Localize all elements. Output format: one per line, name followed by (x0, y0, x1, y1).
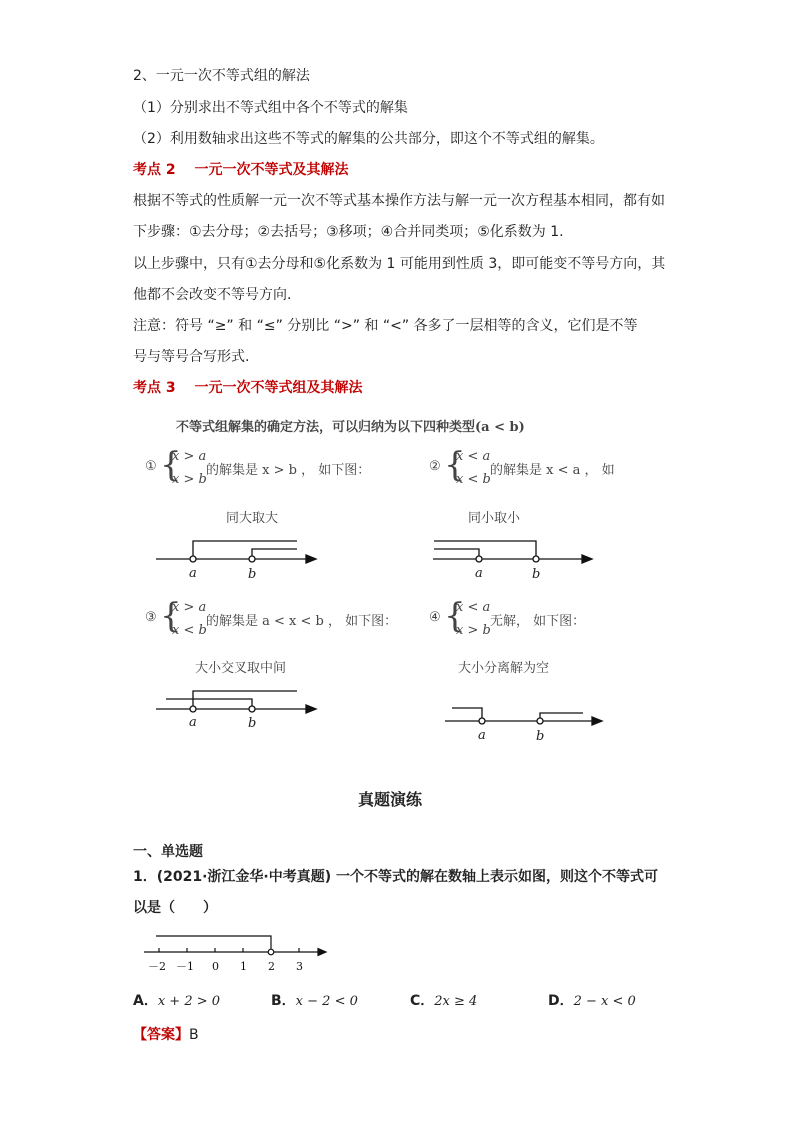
q1-tick-label: 2 (268, 960, 275, 973)
kd2-paragraph-2-line-2: 他都不会改变不等号方向. (133, 287, 292, 303)
case1-top: x > a (172, 449, 207, 464)
q1-arrow (318, 949, 326, 956)
case2-brace: { (444, 445, 466, 485)
case2-caption: 同小取小 (468, 511, 521, 526)
diagram-1 (156, 541, 316, 563)
step-2: （2）利用数轴求出这些不等式的解集的公共部分，即这个不等式组的解集。 (133, 131, 604, 147)
option-c[interactable] (410, 991, 477, 1012)
q1-solution-ray (156, 936, 271, 952)
q1-tick-label: 0 (212, 960, 219, 973)
diagram-2-ray-b (434, 541, 536, 559)
diagram-1-point-b (249, 556, 255, 562)
option-a[interactable] (133, 991, 220, 1012)
case3-bottom: x < b (172, 623, 207, 638)
kd3-intro: 不等式组解集的确定方法，可以归纳为以下四种类型(a < b) (176, 420, 525, 435)
diagram-3-label-a: a (189, 715, 197, 730)
option-b-expr: x − 2 < 0 (295, 994, 358, 1009)
option-d-expr: 2 − x < 0 (573, 994, 636, 1009)
case4-brace: { (444, 596, 466, 636)
option-a-label: A． (133, 993, 158, 1009)
case1-text: 的解集是 x > b ， 如下图： (206, 463, 371, 478)
kd2-paragraph-1-line-1: 根据不等式的性质解一元一次不等式基本操作方法与解一元一次方程基本相同，都有如 (133, 193, 665, 209)
case4-caption: 大小分离解为空 (458, 661, 550, 676)
question-1-number-line (140, 928, 340, 976)
case3-number: ③ (145, 610, 157, 625)
diagram-4-arrow (592, 717, 602, 725)
diagram-4-point-b (537, 718, 543, 724)
diagram-1-label-b: b (248, 567, 257, 582)
diagram-3-ray-b (166, 699, 252, 709)
diagram-2-ray-a (434, 549, 479, 559)
diagram-4-ray-a (452, 708, 482, 721)
kd2-paragraph-2-line-1: 以上步骤中，只有①去分母和⑤化系数为 1 可能用到性质 3，即可能变不等号方向，其 (133, 256, 666, 272)
answer-value: B (189, 1027, 199, 1043)
kd2-title: 考点 2 一元一次不等式及其解法 (133, 162, 349, 178)
answer (133, 1025, 199, 1045)
diagram-2 (433, 541, 592, 563)
diagram-2-label-b: b (532, 567, 541, 582)
case3-top: x > a (172, 600, 207, 615)
diagram-4-label-a: a (478, 728, 486, 743)
diagram-3-ray-a (193, 691, 297, 709)
diagram-1-point-a (190, 556, 196, 562)
case1-bottom: x > b (172, 472, 207, 487)
diagram-3-point-b (249, 706, 255, 712)
case1-caption: 同大取大 (226, 511, 279, 526)
step-1: （1）分别求出不等式组中各个不等式的解集 (133, 100, 408, 116)
q1-tick-label: －2 (148, 960, 166, 973)
case3-brace: { (160, 596, 182, 636)
case1-brace: { (160, 445, 182, 485)
diagram-4-ray-b (540, 713, 583, 721)
practice-section: 一、单选题 (133, 844, 203, 860)
q1-tick-label: 3 (296, 960, 303, 973)
case4-text: 无解， 如下图： (490, 614, 586, 629)
option-d[interactable] (548, 991, 636, 1012)
option-b[interactable] (271, 991, 358, 1012)
diagram-4-label-b: b (536, 729, 545, 744)
kd2-paragraph-1-line-2: 下步骤：①去分母；②去括号；③移项；④合并同类项；⑤化系数为 1. (133, 224, 564, 240)
diagram-3-point-a (190, 706, 196, 712)
question-1-line-2: 以是（ ） (133, 900, 217, 916)
q1-tick-label: 1 (240, 960, 247, 973)
case2-bottom: x < b (456, 472, 491, 487)
case4-bottom: x > b (456, 623, 491, 638)
option-a-expr: x + 2 > 0 (157, 994, 221, 1009)
diagram-3-label-b: b (248, 716, 257, 731)
diagram-1-label-a: a (189, 566, 197, 581)
case4-top: x < a (456, 600, 491, 615)
case3-text: 的解集是 a < x < b ， 如下图： (206, 614, 398, 629)
case2-top: x < a (456, 449, 491, 464)
option-c-label: C． (410, 993, 435, 1009)
option-d-label: D． (548, 993, 574, 1009)
answer-label: 【答案】 (133, 1027, 189, 1043)
diagram-2-point-b (533, 556, 539, 562)
q1-tick-label: －1 (176, 960, 194, 973)
diagram-1-ray-a (193, 541, 297, 559)
option-b-label: B． (271, 993, 296, 1009)
kd2-note-line-1: 注意：符号 “≥” 和 “≤” 分别比 “>” 和 “<” 各多了一层相等的含义，它们是不等 (133, 318, 638, 334)
diagram-4-point-a (479, 718, 485, 724)
case1-number: ① (145, 459, 157, 474)
diagram-3-arrow (306, 705, 316, 713)
question-1-line-1: 1．(2021·浙江金华·中考真题) 一个不等式的解在数轴上表示如图，则这个不等式可 (133, 869, 659, 885)
case4-number: ④ (429, 610, 441, 625)
case2-text: 的解集是 x < a ， 如 (490, 463, 615, 478)
kd3-title: 考点 3 一元一次不等式组及其解法 (133, 380, 363, 396)
diagram-4 (445, 708, 602, 725)
case3-caption: 大小交叉取中间 (195, 661, 287, 676)
kd2-note-line-2: 号与等号合写形式. (133, 349, 250, 365)
q1-open-point (268, 949, 274, 955)
diagram-3 (156, 691, 316, 713)
option-c-expr: 2x ≥ 4 (434, 994, 478, 1009)
diagram-1-ray-b (252, 549, 297, 559)
diagram-2-point-a (476, 556, 482, 562)
practice-heading: 真题演练 (358, 790, 423, 809)
diagram-2-arrow (582, 555, 592, 563)
case2-number: ② (429, 459, 441, 474)
diagram-2-label-a: a (475, 566, 483, 581)
diagram-1-arrow (306, 555, 316, 563)
section-heading: 2、一元一次不等式组的解法 (133, 68, 310, 84)
